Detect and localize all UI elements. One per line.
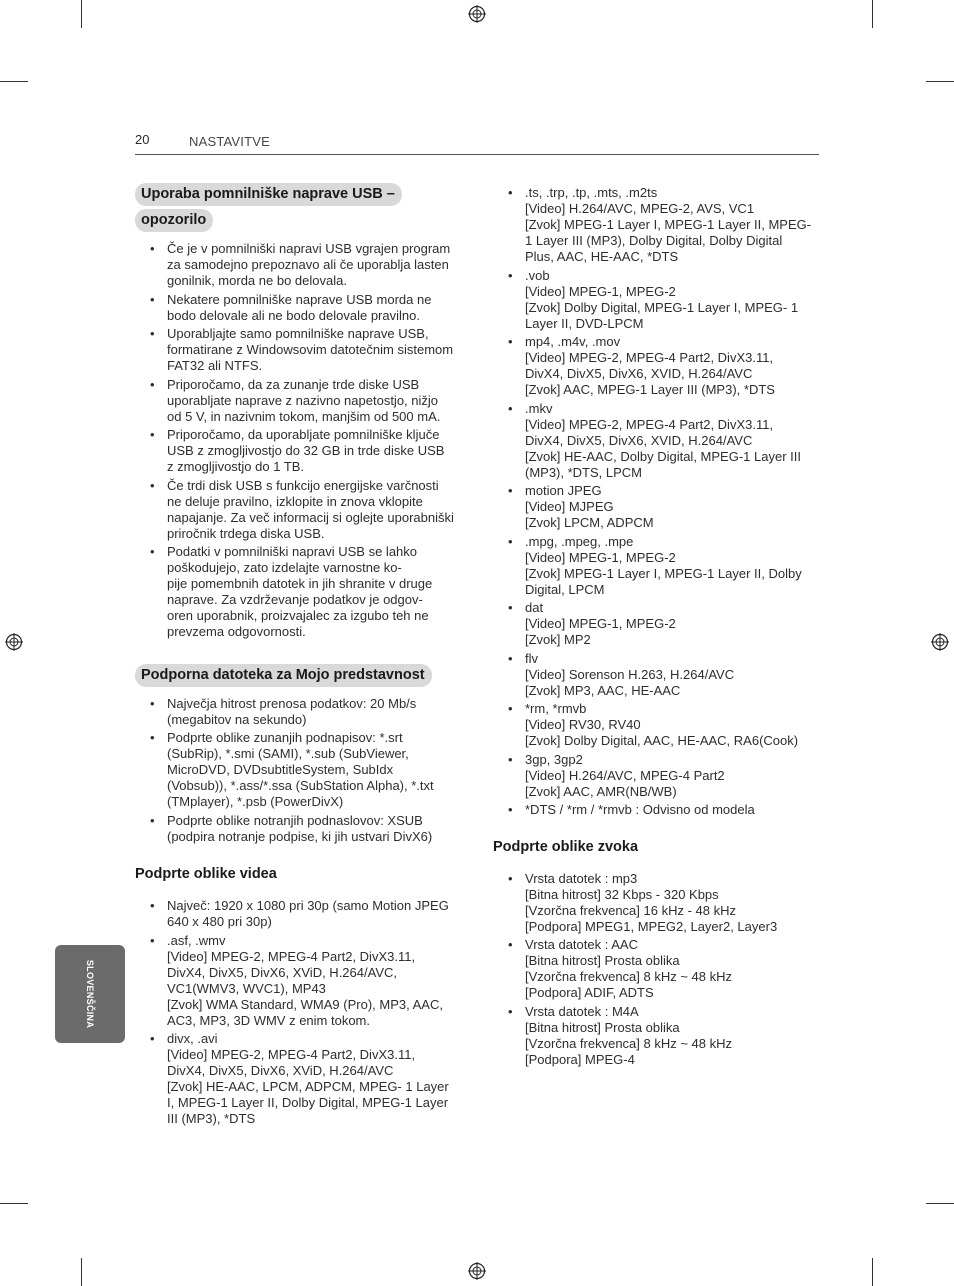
list-item-line: DivX4, DivX5, DivX6, XVID, H.264/AVC bbox=[525, 432, 753, 448]
list-item-line: • motion JPEG bbox=[525, 483, 602, 498]
list-item-line: poškodujejo, zato izdelajte varnostne ko- bbox=[167, 560, 402, 575]
list-item-line: [Bitna hitrost] Prosta oblika bbox=[525, 1019, 680, 1035]
list-item-line: [Zvok] AAC, AMR(NB/WB) bbox=[525, 783, 677, 799]
registration-mark-icon bbox=[931, 633, 949, 651]
list-item-line: (podpira notranje podpise, ki jih ustvari DivX6) bbox=[167, 828, 433, 844]
list-item-line: [Video] H.264/AVC, MPEG-4 Part2 bbox=[525, 767, 725, 783]
list-item bbox=[135, 326, 460, 374]
list-item-line: [Video] MPEG-1, MPEG-2 bbox=[525, 283, 676, 299]
list-item-line: • Podprte oblike zunanjih podnapisov: *.srt bbox=[167, 730, 403, 745]
list-item-line: formatirane z Windowsovim datotečnim sistemom bbox=[167, 342, 454, 357]
list-item-line: [Bitna hitrost] 32 Kbps - 320 Kbps bbox=[525, 886, 719, 902]
list-item bbox=[493, 802, 818, 818]
right-column bbox=[493, 185, 818, 1070]
list-item bbox=[493, 483, 818, 531]
list-item-line: • .mkv bbox=[525, 400, 553, 416]
list-item-line: [Zvok] MP2 bbox=[525, 632, 591, 647]
list-item-line: Plus, AAC, HE-AAC, *DTS bbox=[525, 249, 679, 264]
list-item-line: napajanje. Za več informacij si oglejte uporabniški bbox=[167, 509, 454, 525]
list-item-line: • divx, .avi bbox=[167, 1031, 218, 1046]
crop-mark bbox=[872, 1258, 873, 1286]
list-item-line: [Video] MPEG-2, MPEG-4 Part2, DivX3.11, bbox=[525, 350, 774, 365]
language-label: SLOVENŠČINA bbox=[85, 959, 95, 1029]
list-item bbox=[135, 241, 460, 289]
page-number: 20 bbox=[135, 132, 150, 147]
mojo-heading bbox=[135, 664, 460, 690]
list-item-line: ne deluje pravilno, izklopite in znova vklopite bbox=[167, 493, 423, 509]
list-item-line: • dat bbox=[525, 600, 544, 615]
video-formats-list bbox=[135, 898, 460, 1127]
heading-line: Podporna datoteka za Mojo predstavnost bbox=[135, 664, 432, 687]
list-item bbox=[493, 600, 818, 648]
list-item-line: pije pomembnih datotek in jih shranite v druge bbox=[167, 576, 433, 591]
crop-mark bbox=[926, 81, 954, 82]
list-item bbox=[493, 268, 818, 332]
list-item-line: • Vrsta datotek : mp3 bbox=[525, 870, 638, 886]
list-item-line: [Video] RV30, RV40 bbox=[525, 717, 641, 732]
list-item-line: • Podatki v pomnilniški napravi USB se lahko bbox=[167, 544, 418, 559]
audio-formats-heading: Podprte oblike zvoka bbox=[493, 838, 639, 855]
list-item-line: [Vzorčna frekvenca] 8 kHz ~ 48 kHz bbox=[525, 1035, 733, 1051]
list-item-line: VC1(WMV3, WVC1), MP43 bbox=[167, 980, 326, 996]
list-item-line: [Video] MPEG-2, MPEG-4 Part2, DivX3.11, bbox=[525, 416, 774, 432]
list-item bbox=[135, 933, 460, 1029]
video-formats-list-continued bbox=[493, 185, 818, 818]
list-item-line: DivX4, DivX5, DivX6, XVID, H.264/AVC bbox=[525, 366, 753, 381]
crop-mark bbox=[0, 1203, 28, 1204]
list-item-line: • Vrsta datotek : AAC bbox=[525, 937, 638, 952]
list-item-line: [Video] Sorenson H.263, H.264/AVC bbox=[525, 666, 735, 682]
list-item-line: • *DTS / *rm / *rmvb : Odvisno od modela bbox=[525, 802, 755, 817]
list-item-line: USB z zmogljivostjo do 32 GB in trde diske USB bbox=[167, 443, 445, 458]
list-item-line: [Zvok] MPEG-1 Layer I, MPEG-1 Layer II, Dolby bbox=[525, 565, 802, 581]
crop-mark bbox=[926, 1203, 954, 1204]
list-item-line: • 3gp, 3gp2 bbox=[525, 751, 583, 767]
list-item-line: DivX4, DivX5, DivX6, XViD, H.264/AVC bbox=[167, 1063, 394, 1078]
registration-mark-icon bbox=[5, 633, 23, 651]
list-item-line: z zmogljivostjo do 1 TB. bbox=[167, 459, 305, 474]
list-item bbox=[493, 401, 818, 481]
list-item-line: I, MPEG-1 Layer II, Dolby Digital, MPEG-1 Layer bbox=[167, 1095, 449, 1110]
list-item-line: [Zvok] Dolby Digital, MPEG-1 Layer I, MPEG- 1 bbox=[525, 299, 799, 315]
list-item-line: AC3, MP3, 3D WMV z enim tokom. bbox=[167, 1012, 370, 1028]
list-item bbox=[135, 813, 460, 845]
crop-mark bbox=[81, 1258, 82, 1286]
list-item-line: (MP3), *DTS, LPCM bbox=[525, 464, 643, 480]
list-item-line: (Vobsub)), *.ass/*.ssa (SubStation Alpha), *.txt bbox=[167, 778, 434, 793]
crop-mark bbox=[0, 81, 28, 82]
list-item-line: za samodejno prepoznavo ali če uporablja lasten bbox=[167, 257, 449, 272]
list-item-line: III (MP3), *DTS bbox=[167, 1111, 256, 1126]
crop-mark bbox=[872, 0, 873, 28]
list-item-line: • .asf, .wmv bbox=[167, 932, 226, 948]
list-item-line: • .ts, .trp, .tp, .mts, .m2ts bbox=[525, 185, 658, 200]
list-item bbox=[135, 696, 460, 728]
list-item-line: [Zvok] AAC, MPEG-1 Layer III (MP3), *DTS bbox=[525, 382, 775, 397]
usb-warning-heading bbox=[135, 183, 460, 235]
list-item-line: (TMplayer), *.psb (PowerDivX) bbox=[167, 794, 344, 809]
usb-warning-list bbox=[135, 241, 460, 640]
list-item-line: uporabljate naprave z nazivno napetostjo, nižjo bbox=[167, 392, 439, 408]
list-item-line: [Video] MPEG-1, MPEG-2 bbox=[525, 616, 676, 631]
list-item-line: [Vzorčna frekvenca] 8 kHz ~ 48 kHz bbox=[525, 969, 733, 984]
list-item-line: • flv bbox=[525, 650, 538, 666]
list-item-line: Layer II, DVD-LPCM bbox=[525, 315, 644, 331]
audio-formats-list bbox=[493, 871, 818, 1068]
list-item-line: 640 x 480 pri 30p) bbox=[167, 914, 272, 929]
list-item bbox=[493, 185, 818, 265]
list-item bbox=[493, 651, 818, 699]
mojo-list bbox=[135, 696, 460, 845]
list-item-line: • Največ: 1920 x 1080 pri 30p (samo Motion JPEG bbox=[167, 898, 449, 913]
list-item-line: [Video] MPEG-2, MPEG-4 Part2, DivX3.11, bbox=[167, 948, 416, 964]
list-item-line: • mp4, .m4v, .mov bbox=[525, 334, 621, 349]
list-item-line: priročnik trdega diska USB. bbox=[167, 525, 325, 541]
list-item-line: prevzema odgovornosti. bbox=[167, 624, 306, 639]
list-item bbox=[135, 730, 460, 810]
list-item bbox=[493, 334, 818, 398]
list-item bbox=[493, 752, 818, 800]
list-item-line: [Zvok] MP3, AAC, HE-AAC bbox=[525, 682, 681, 698]
list-item bbox=[135, 544, 460, 640]
list-item-line: gonilnik, morda ne bo delovala. bbox=[167, 273, 347, 288]
header-divider bbox=[135, 154, 819, 155]
list-item-line: • Uporabljajte samo pomnilniške naprave USB, bbox=[167, 326, 429, 341]
list-item-line: • Če trdi disk USB s funkcijo energijske varčnosti bbox=[167, 477, 439, 493]
list-item-line: naprave. Za vzdrževanje podatkov je odgov- bbox=[167, 592, 423, 607]
list-item-line: [Video] MPEG-1, MPEG-2 bbox=[525, 549, 676, 565]
list-item-line: DivX4, DivX5, DivX6, XViD, H.264/AVC, bbox=[167, 964, 397, 980]
page-header-title: NASTAVITVE bbox=[189, 134, 270, 149]
list-item-line: • Priporočamo, da uporabljate pomnilniške ključe bbox=[167, 427, 440, 442]
list-item bbox=[493, 1004, 818, 1068]
list-item-line: (SubRip), *.smi (SAMI), *.sub (SubViewer, bbox=[167, 746, 409, 761]
list-item-line: bodo delovale ali ne bodo delovale pravilno. bbox=[167, 307, 420, 323]
list-item-line: • Podprte oblike notranjih podnaslovov: XSUB bbox=[167, 812, 423, 828]
list-item-line: [Zvok] HE-AAC, Dolby Digital, MPEG-1 Layer III bbox=[525, 448, 801, 464]
registration-mark-icon bbox=[468, 5, 486, 23]
list-item-line: [Podpora] MPEG-4 bbox=[525, 1051, 635, 1067]
heading-line: Uporaba pomnilniške naprave USB – bbox=[135, 183, 402, 206]
list-item-line: • *rm, *rmvb bbox=[525, 701, 587, 716]
list-item-line: Digital, LPCM bbox=[525, 581, 605, 597]
list-item-line: 1 Layer III (MP3), Dolby Digital, Dolby Digital bbox=[525, 233, 783, 248]
list-item bbox=[135, 377, 460, 425]
list-item bbox=[135, 478, 460, 542]
list-item-line: [Video] H.264/AVC, MPEG-2, AVS, VC1 bbox=[525, 201, 755, 216]
list-item-line: [Zvok] HE-AAC, LPCM, ADPCM, MPEG- 1 Layer bbox=[167, 1079, 449, 1094]
list-item-line: [Vzorčna frekvenca] 16 kHz - 48 kHz bbox=[525, 902, 736, 918]
crop-mark bbox=[81, 0, 82, 28]
list-item-line: • Priporočamo, da za zunanje trde diske USB bbox=[167, 376, 420, 392]
list-item-line: [Video] MJPEG bbox=[525, 499, 614, 514]
video-formats-heading: Podprte oblike videa bbox=[135, 866, 277, 882]
list-item bbox=[493, 937, 818, 1001]
registration-mark-icon bbox=[468, 1262, 486, 1280]
list-item bbox=[135, 898, 460, 930]
list-item-line: [Video] MPEG-2, MPEG-4 Part2, DivX3.11, bbox=[167, 1047, 416, 1062]
list-item bbox=[135, 427, 460, 475]
list-item bbox=[135, 1031, 460, 1127]
left-column bbox=[135, 183, 460, 1130]
list-item bbox=[135, 292, 460, 324]
list-item bbox=[493, 534, 818, 598]
list-item bbox=[493, 701, 818, 749]
list-item-line: • Vrsta datotek : M4A bbox=[525, 1003, 639, 1019]
list-item-line: [Podpora] ADIF, ADTS bbox=[525, 985, 654, 1000]
list-item-line: [Zvok] MPEG-1 Layer I, MPEG-1 Layer II, MPEG- bbox=[525, 217, 812, 232]
list-item-line: • .vob bbox=[525, 267, 550, 283]
list-item-line: od 5 V, in nazivnim tokom, manjšim od 500 mA. bbox=[167, 408, 441, 424]
list-item-line: [Zvok] LPCM, ADPCM bbox=[525, 515, 654, 530]
list-item-line: • Največja hitrost prenosa podatkov: 20 Mb/s bbox=[167, 695, 417, 711]
list-item-line: • Če je v pomnilniški napravi USB vgrajen program bbox=[167, 241, 451, 256]
list-item bbox=[493, 871, 818, 935]
list-item-line: [Zvok] WMA Standard, WMA9 (Pro), MP3, AAC, bbox=[167, 996, 443, 1012]
list-item-line: [Zvok] Dolby Digital, AAC, HE-AAC, RA6(Cook) bbox=[525, 733, 799, 748]
list-item-line: [Podpora] MPEG1, MPEG2, Layer2, Layer3 bbox=[525, 918, 778, 934]
list-item-line: • Nekatere pomnilniške naprave USB morda ne bbox=[167, 291, 432, 307]
list-item-line: FAT32 ali NTFS. bbox=[167, 358, 263, 373]
list-item-line: oren uporabnik, proizvajalec za izgubo teh ne bbox=[167, 608, 429, 623]
list-item-line: • .mpg, .mpeg, .mpe bbox=[525, 533, 634, 549]
list-item-line: (megabitov na sekundo) bbox=[167, 711, 307, 727]
list-item-line: MicroDVD, DVDsubtitleSystem, SubIdx bbox=[167, 762, 394, 777]
list-item-line: [Bitna hitrost] Prosta oblika bbox=[525, 953, 680, 968]
language-side-tab bbox=[55, 945, 125, 1043]
heading-line: opozorilo bbox=[135, 209, 213, 232]
